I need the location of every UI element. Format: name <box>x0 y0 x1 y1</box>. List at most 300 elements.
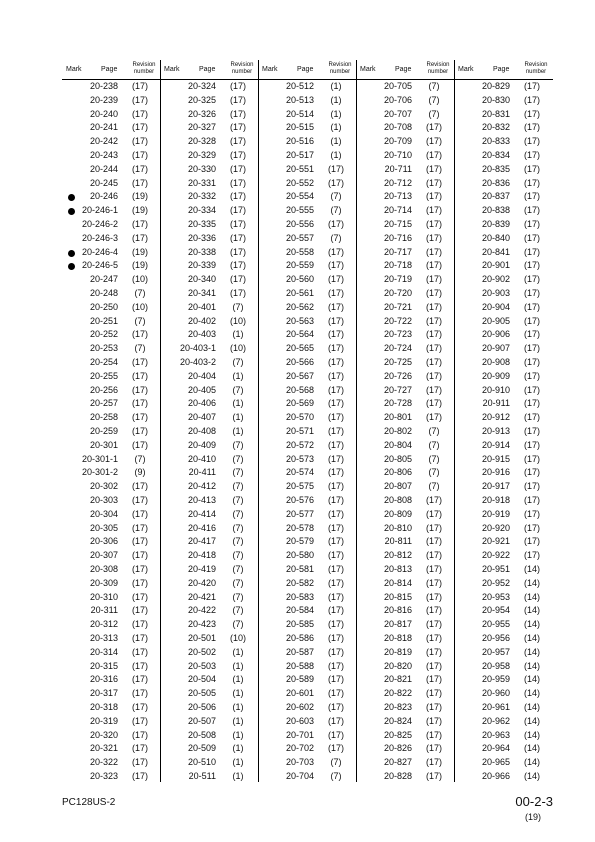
table-row <box>258 135 356 149</box>
page-cell: 20-823 <box>383 702 412 712</box>
table-row <box>258 549 356 563</box>
table-row <box>454 673 552 687</box>
revision-cell: (1) <box>232 398 244 409</box>
revision-cell: (7) <box>428 481 440 492</box>
page-cell: 20-338 <box>187 246 216 257</box>
table-row <box>356 80 454 94</box>
revision-cell: (17) <box>327 522 344 533</box>
page-cell: 20-413 <box>187 495 216 505</box>
page-cell: 20-826 <box>383 743 412 754</box>
page-cell: 20-251 <box>89 315 118 326</box>
table-row <box>454 535 552 549</box>
page-cell: 20-246-5 <box>82 260 119 271</box>
revision-cell: (17) <box>131 605 148 616</box>
table-row <box>160 218 258 232</box>
table-row <box>454 356 552 370</box>
revision-cell: (17) <box>425 674 442 685</box>
page-cell: 20-721 <box>383 301 412 312</box>
revision-cell: (14) <box>523 577 540 588</box>
revision-cell: (1) <box>330 150 342 160</box>
revision-cell: (7) <box>134 343 146 354</box>
page-cell: 20-584 <box>285 605 314 616</box>
page-cell: 20-816 <box>383 605 412 616</box>
table-row <box>160 715 258 729</box>
page-cell: 20-554 <box>285 191 314 202</box>
revision-cell: (1) <box>232 729 244 740</box>
page-cell: 20-252 <box>89 329 118 340</box>
page-cell: 20-810 <box>383 522 412 533</box>
revision-cell: (1) <box>232 646 244 657</box>
revision-cell: (17) <box>523 522 540 533</box>
revision-cell: (17) <box>131 715 148 726</box>
revision-cell: (17) <box>523 329 540 340</box>
table-row <box>454 397 552 411</box>
table-row <box>258 604 356 618</box>
table-row <box>454 756 552 770</box>
table-row <box>454 121 552 135</box>
table-row <box>62 287 160 301</box>
table-row <box>258 218 356 232</box>
revision-cell: (17) <box>229 136 246 147</box>
page-cell: 20-510 <box>187 757 216 768</box>
page-cell: 20-908 <box>481 357 510 367</box>
page-cell: 20-806 <box>383 467 412 478</box>
page-cell: 20-831 <box>481 108 510 119</box>
table-row <box>62 356 160 370</box>
table-row <box>258 370 356 384</box>
revision-cell: (17) <box>229 191 246 202</box>
revision-cell: (7) <box>232 467 244 478</box>
page-cell: 20-253 <box>89 343 118 354</box>
revision-cell: (7) <box>232 522 244 533</box>
table-row <box>258 177 356 191</box>
page-cell: 20-401 <box>187 301 216 312</box>
page-cell: 20-317 <box>89 688 118 699</box>
revision-cell: (14) <box>523 605 540 616</box>
table-row <box>356 177 454 191</box>
revision-cell: (17) <box>425 136 442 147</box>
revision-cell: (17) <box>131 357 148 367</box>
page-cell: 20-720 <box>383 288 412 298</box>
page-cell: 20-832 <box>481 122 510 133</box>
table-row <box>356 646 454 660</box>
table-row <box>454 135 552 149</box>
table-row <box>160 108 258 122</box>
revision-cell: (17) <box>229 150 246 160</box>
table-row <box>454 742 552 756</box>
page-cell: 20-315 <box>89 660 118 671</box>
table-row <box>454 315 552 329</box>
table-row <box>160 632 258 646</box>
revision-cell: (7) <box>134 315 146 326</box>
page-cell: 20-402 <box>187 315 216 326</box>
page-cell: 20-504 <box>187 674 216 685</box>
revision-cell: (17) <box>425 688 442 699</box>
revision-cell: (9) <box>134 467 146 478</box>
page-cell: 20-506 <box>187 702 216 712</box>
page-cell: 20-240 <box>89 108 118 119</box>
page-cell: 20-564 <box>285 329 314 340</box>
revision-cell: (7) <box>330 232 342 243</box>
page-cell: 20-318 <box>89 702 118 712</box>
page-cell: 20-556 <box>285 219 314 229</box>
table-row <box>62 439 160 453</box>
table-row <box>62 218 160 232</box>
table-row <box>160 149 258 163</box>
table-row <box>356 135 454 149</box>
revision-cell: (17) <box>229 274 246 285</box>
page-cell: 20-804 <box>383 439 412 450</box>
page-cell: 20-515 <box>285 122 314 133</box>
revision-cell: (17) <box>523 191 540 202</box>
page-cell: 20-953 <box>481 591 510 602</box>
page-cell: 20-901 <box>481 260 510 271</box>
table-row <box>62 466 160 480</box>
revision-cell: (1) <box>232 757 244 768</box>
revision-cell: (17) <box>327 743 344 754</box>
revision-cell: (17) <box>327 550 344 561</box>
revision-cell: (17) <box>131 757 148 768</box>
page-cell: 20-572 <box>285 439 314 450</box>
page-cell: 20-422 <box>187 605 216 616</box>
page-cell: 20-243 <box>89 150 118 160</box>
revision-cell: (1) <box>330 81 342 91</box>
revision-cell: (17) <box>425 232 442 243</box>
table-row <box>160 508 258 522</box>
revision-cell: (17) <box>131 384 148 395</box>
table-row <box>62 508 160 522</box>
revision-cell: (17) <box>229 108 246 119</box>
revision-cell: (17) <box>425 412 442 423</box>
revision-cell: (17) <box>327 219 344 229</box>
revision-cell: (17) <box>523 357 540 367</box>
revision-cell: (17) <box>523 288 540 298</box>
page-cell: 20-582 <box>285 577 314 588</box>
header-mark: Mark <box>262 66 278 73</box>
table-row <box>62 149 160 163</box>
page-cell: 20-320 <box>89 729 118 740</box>
page-cell: 20-250 <box>89 301 118 312</box>
page-cell: 20-314 <box>89 646 118 657</box>
table-row <box>454 687 552 701</box>
page-cell: 20-412 <box>187 481 216 492</box>
table-row <box>258 190 356 204</box>
revision-cell: (17) <box>523 536 540 547</box>
table-row <box>356 660 454 674</box>
revision-cell: (17) <box>425 577 442 588</box>
revision-cell: (17) <box>523 481 540 492</box>
revision-mark-icon <box>68 250 75 257</box>
table-row <box>454 646 552 660</box>
table-row <box>160 80 258 94</box>
page-cell: 20-805 <box>383 453 412 464</box>
page-cell: 20-511 <box>188 771 216 781</box>
table-row <box>356 287 454 301</box>
table-row <box>454 660 552 674</box>
revision-cell: (14) <box>523 591 540 602</box>
revision-cell: (7) <box>232 550 244 561</box>
header-page: Page <box>493 66 510 73</box>
header-mark: Mark <box>360 66 376 73</box>
page-cell: 20-512 <box>285 81 314 91</box>
page-cell: 20-711 <box>384 163 412 174</box>
page-cell: 20-575 <box>285 481 314 492</box>
revision-cell: (17) <box>425 771 442 781</box>
table-row <box>160 756 258 770</box>
table-row <box>62 301 160 315</box>
revision-cell: (17) <box>327 660 344 671</box>
revision-cell: (1) <box>232 702 244 712</box>
page-cell: 20-834 <box>481 150 510 160</box>
table-row <box>62 618 160 632</box>
revision-cell: (17) <box>523 467 540 478</box>
table-row <box>454 94 552 108</box>
page-cell: 20-406 <box>187 398 216 409</box>
page-cell: 20-910 <box>481 384 510 395</box>
table-row <box>454 370 552 384</box>
revision-cell: (17) <box>131 536 148 547</box>
header-page: Page <box>297 66 314 73</box>
table-row <box>356 259 454 273</box>
revision-cell: (10) <box>131 301 148 312</box>
revision-cell: (17) <box>523 412 540 423</box>
revision-cell: (7) <box>232 439 244 450</box>
page-cell: 20-812 <box>383 550 412 561</box>
revision-cell: (17) <box>327 702 344 712</box>
revision-cell: (17) <box>523 219 540 229</box>
revision-cell: (17) <box>425 550 442 561</box>
table-row <box>258 287 356 301</box>
revision-cell: (17) <box>523 343 540 354</box>
table-row <box>160 301 258 315</box>
table-row <box>454 453 552 467</box>
revision-cell: (17) <box>327 688 344 699</box>
page-cell: 20-304 <box>89 508 118 519</box>
revision-cell: (17) <box>131 163 148 174</box>
page-cell: 20-324 <box>187 81 216 91</box>
table-row <box>356 494 454 508</box>
table-row <box>160 687 258 701</box>
page-cell: 20-713 <box>383 191 412 202</box>
page-cell: 20-718 <box>383 260 412 271</box>
page-cell: 20-903 <box>481 288 510 298</box>
page-cell: 20-909 <box>481 370 510 381</box>
table-row <box>62 94 160 108</box>
table-row <box>454 190 552 204</box>
revision-cell: (17) <box>523 301 540 312</box>
revision-cell: (17) <box>523 550 540 561</box>
table-row <box>356 246 454 260</box>
revision-cell: (17) <box>425 591 442 602</box>
table-row <box>454 384 552 398</box>
revision-cell: (14) <box>523 633 540 643</box>
revision-cell: (17) <box>327 453 344 464</box>
table-row <box>258 756 356 770</box>
page-cell: 20-419 <box>187 564 216 574</box>
revision-cell: (17) <box>327 398 344 409</box>
revision-cell: (17) <box>425 301 442 312</box>
table-row <box>160 535 258 549</box>
table-row <box>454 494 552 508</box>
table-row <box>258 673 356 687</box>
table-row <box>62 342 160 356</box>
table-row <box>258 687 356 701</box>
revision-cell: (17) <box>425 163 442 174</box>
table-row <box>62 80 160 94</box>
revision-cell: (17) <box>425 177 442 188</box>
revision-cell: (17) <box>327 619 344 630</box>
page-cell: 20-409 <box>187 439 216 450</box>
revision-cell: (14) <box>523 757 540 768</box>
page-cell: 20-311 <box>90 605 118 616</box>
table-row <box>62 190 160 204</box>
revision-cell: (17) <box>425 260 442 271</box>
page-cell: 20-414 <box>187 508 216 519</box>
page-cell: 20-563 <box>285 315 314 326</box>
page-cell: 20-819 <box>383 646 412 657</box>
page-cell: 20-247 <box>89 274 118 285</box>
page-cell: 20-509 <box>187 743 216 754</box>
revision-cell: (17) <box>523 384 540 395</box>
table-row <box>454 425 552 439</box>
table-row <box>356 356 454 370</box>
revision-cell: (1) <box>330 122 342 133</box>
page-cell: 20-403-1 <box>180 343 217 354</box>
revision-cell: (17) <box>425 357 442 367</box>
page-cell: 20-335 <box>187 219 216 229</box>
page-cell: 20-722 <box>383 315 412 326</box>
page-cell: 20-408 <box>187 426 216 436</box>
revision-cell: (17) <box>327 495 344 505</box>
table-row <box>258 246 356 260</box>
revision-cell: (17) <box>327 412 344 423</box>
revision-cell: (1) <box>232 329 244 340</box>
table-row <box>258 508 356 522</box>
table-row <box>454 246 552 260</box>
table-row <box>258 163 356 177</box>
page-cell: 20-246-2 <box>82 219 119 229</box>
page-cell: 20-961 <box>481 702 510 712</box>
table-row <box>62 549 160 563</box>
revision-cell: (17) <box>327 163 344 174</box>
table-row <box>160 591 258 605</box>
table-row <box>356 384 454 398</box>
revision-cell: (1) <box>330 94 342 105</box>
page-cell: 20-838 <box>481 205 510 216</box>
revision-cell: (7) <box>232 384 244 395</box>
revision-cell: (17) <box>327 536 344 547</box>
page-cell: 20-417 <box>187 536 216 547</box>
revision-cell: (14) <box>523 688 540 699</box>
table-row <box>356 204 454 218</box>
header-revision: Revision number <box>426 62 450 75</box>
table-row <box>258 466 356 480</box>
table-row <box>356 715 454 729</box>
revision-cell: (17) <box>425 605 442 616</box>
revision-cell: (17) <box>131 370 148 381</box>
page-cell: 20-423 <box>187 619 216 630</box>
revision-cell: (7) <box>232 481 244 492</box>
revision-cell: (7) <box>428 108 440 119</box>
revision-cell: (17) <box>131 108 148 119</box>
table-row <box>258 439 356 453</box>
page-cell: 20-328 <box>187 136 216 147</box>
revision-cell: (7) <box>232 591 244 602</box>
table-row <box>258 384 356 398</box>
header-page: Page <box>199 66 216 73</box>
page-cell: 20-577 <box>285 508 314 519</box>
page-cell: 20-326 <box>187 108 216 119</box>
page-cell: 20-709 <box>383 136 412 147</box>
revision-cell: (19) <box>131 260 148 271</box>
table-row <box>454 273 552 287</box>
table-row <box>454 522 552 536</box>
revision-cell: (17) <box>425 398 442 409</box>
table-row <box>62 397 160 411</box>
table-row <box>258 494 356 508</box>
header-mark: Mark <box>458 66 474 73</box>
page-cell: 20-503 <box>187 660 216 671</box>
table-row <box>160 287 258 301</box>
page-cell: 20-341 <box>187 288 216 298</box>
page-cell: 20-238 <box>89 81 118 91</box>
page-cell: 20-585 <box>285 619 314 630</box>
page-cell: 20-951 <box>481 564 510 574</box>
revision-cell: (17) <box>425 370 442 381</box>
page-cell: 20-912 <box>481 412 510 423</box>
table-row <box>62 273 160 287</box>
page-cell: 20-960 <box>481 688 510 699</box>
page-cell: 20-325 <box>187 94 216 105</box>
table-row <box>258 591 356 605</box>
revision-cell: (17) <box>425 660 442 671</box>
page-cell: 20-568 <box>285 384 314 395</box>
revision-cell: (7) <box>428 426 440 436</box>
page-cell: 20-818 <box>383 633 412 643</box>
table-row <box>454 770 552 784</box>
table-row <box>62 715 160 729</box>
table-row <box>258 328 356 342</box>
page-cell: 20-962 <box>481 715 510 726</box>
page-cell: 20-727 <box>383 384 412 395</box>
table-row <box>62 770 160 784</box>
revision-cell: (14) <box>523 702 540 712</box>
page-cell: 20-565 <box>285 343 314 354</box>
header-mark: Mark <box>164 66 180 73</box>
revision-cell: (17) <box>523 81 540 91</box>
page-cell: 20-839 <box>481 219 510 229</box>
revision-cell: (17) <box>131 591 148 602</box>
page-cell: 20-566 <box>285 357 314 367</box>
table-row <box>454 701 552 715</box>
page-cell: 20-334 <box>187 205 216 216</box>
page-cell: 20-701 <box>285 729 314 740</box>
page-cell: 20-827 <box>383 757 412 768</box>
page-cell: 20-255 <box>89 370 118 381</box>
table-row <box>356 604 454 618</box>
revision-cell: (17) <box>425 743 442 754</box>
table-row <box>258 742 356 756</box>
revision-cell: (17) <box>523 232 540 243</box>
revision-cell: (17) <box>425 536 442 547</box>
page-cell: 20-602 <box>285 702 314 712</box>
revision-cell: (14) <box>523 715 540 726</box>
page-cell: 20-403 <box>187 329 216 340</box>
revision-cell: (17) <box>523 508 540 519</box>
table-row <box>258 397 356 411</box>
page-cell: 20-704 <box>285 771 314 781</box>
table-row <box>258 204 356 218</box>
